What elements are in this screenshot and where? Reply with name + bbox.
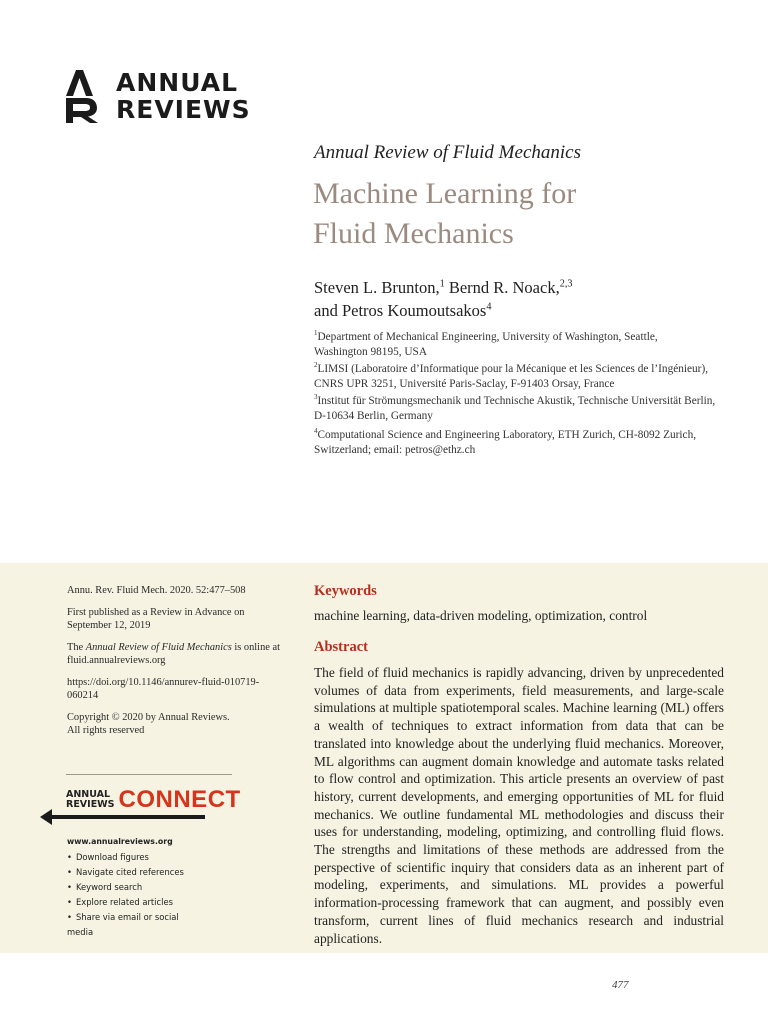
- list-item: • Navigate cited references: [67, 865, 206, 880]
- copyright: [67, 711, 287, 738]
- affiliation-sup: 2: [314, 361, 318, 370]
- affiliation-line: Washington 98195, USA: [314, 345, 428, 358]
- connect-small-text: ANNUAL: [66, 789, 111, 800]
- first-published-date: September 12, 2019: [67, 620, 151, 631]
- doi-line[interactable]: 060214: [67, 690, 99, 701]
- affiliation: [314, 428, 734, 457]
- title-line: Fluid Mechanics: [313, 217, 514, 250]
- doi-line[interactable]: https://doi.org/10.1146/annurev-fluid-010719-: [67, 676, 260, 688]
- abstract-heading: Abstract: [314, 639, 368, 655]
- connect-url-link[interactable]: www.annualreviews.org: [67, 837, 173, 846]
- author-affil-sup: 2,3: [559, 278, 573, 290]
- first-published-line: First published as a Review in Advance on: [67, 606, 245, 618]
- keywords-text: machine learning, data-driven modeling, optimization, control: [314, 608, 648, 623]
- author-affil-sup: 4: [486, 301, 492, 313]
- affiliation-line: CNRS UPR 3251, Université Paris-Saclay, F-91403 Orsay, France: [314, 377, 615, 390]
- page-number: 477: [612, 979, 629, 991]
- citation: Annu. Rev. Fluid Mech. 2020. 52:477–508: [67, 585, 246, 596]
- affiliation-line: D-10634 Berlin, Germany: [314, 409, 433, 422]
- left-arrow-icon: [40, 809, 205, 825]
- logo-text-line2: REVIEWS: [116, 95, 251, 124]
- affiliation-line: LIMSI (Laboratoire d’Informatique pour la Mécanique et les Sciences de l’Ingénieur),: [317, 363, 709, 375]
- affiliation-sup: 1: [314, 329, 318, 338]
- list-item: • Keyword search: [67, 880, 206, 895]
- connect-title: CONNECT: [118, 786, 241, 813]
- article-title: [313, 174, 733, 254]
- author-list: [314, 276, 734, 322]
- online-note-post: is online at: [231, 641, 280, 653]
- list-item: • Explore related articles: [67, 895, 206, 910]
- affiliation-line: Switzerland; email: petros@ethz.ch: [314, 443, 476, 456]
- connect-features-list: [67, 850, 206, 940]
- logo-text-line1: ANNUAL: [116, 68, 239, 97]
- affiliation-sup: 4: [314, 427, 318, 436]
- annual-reviews-connect: [40, 774, 241, 940]
- connect-divider: [66, 774, 232, 775]
- annual-reviews-logo: [66, 68, 251, 124]
- author-name: Bernd R. Noack,: [444, 278, 560, 297]
- journal-name: Annual Review of Fluid Mechanics: [314, 142, 581, 163]
- affiliation-line: Institut für Strömungsmechanik und Technische Akustik, Technische Universität Berlin,: [317, 395, 716, 407]
- online-url-link[interactable]: fluid.annualreviews.org: [67, 655, 166, 666]
- affiliation-line: Computational Science and Engineering Laboratory, ETH Zurich, CH-8092 Zurich,: [317, 429, 697, 441]
- abstract-text: The field of fluid mechanics is rapidly advancing, driven by unprecedented volumes of data from experiments, field measurements, and large-scale simulations at multiple spatiotemporal scales. Machine learning (ML) offers a wealth of techniques to extract information from data that can be translated into knowledge about the underlying fluid mechanics. Moreover, ML algorithms can augment domain knowledge and automate tasks related to flow control and optimization. This article presents an overview of past history, current developments, and emerging opportunities of ML for fluid mechanics. We outline fundamental ML methodologies and discuss their uses for understanding, modeling, optimizing, and controlling fluid flows. The strengths and limitations of these methods are addressed from the perspective of scientific inquiry that considers data as an inherent part of modeling, experiments, and simulations. ML provides a powerful information-processing framework that can augment, and possibly even transform, current lines of fluid mechanics research and industrial applications.: [314, 665, 724, 946]
- copyright-line: Copyright © 2020 by Annual Reviews.: [67, 711, 230, 723]
- affiliation: [314, 362, 734, 391]
- copyright-line: All rights reserved: [67, 725, 145, 736]
- keywords-heading: Keywords: [314, 583, 377, 599]
- affiliation: [314, 330, 734, 359]
- author-name: Steven L. Brunton,: [314, 278, 440, 297]
- first-published: [67, 606, 287, 633]
- affiliation-line: Department of Mechanical Engineering, University of Washington, Seattle,: [317, 331, 658, 343]
- list-item: • Share via email or social media: [67, 910, 206, 940]
- online-note-journal: Annual Review of Fluid Mechanics: [85, 641, 232, 653]
- connect-small-text: REVIEWS: [66, 799, 115, 810]
- list-item: • Download figures: [67, 850, 206, 865]
- author-affil-sup: 1: [439, 278, 445, 290]
- author-name: and Petros Koumoutsakos: [314, 301, 487, 320]
- annual-reviews-ar-mark-icon: [66, 68, 102, 124]
- doi-link[interactable]: [67, 676, 287, 703]
- title-line: Machine Learning for: [313, 177, 577, 210]
- online-note-pre: The: [67, 641, 86, 653]
- online-note: [67, 641, 287, 668]
- affiliation: [314, 394, 734, 423]
- article-info-sidebar: [67, 584, 287, 746]
- affiliation-sup: 3: [314, 393, 318, 402]
